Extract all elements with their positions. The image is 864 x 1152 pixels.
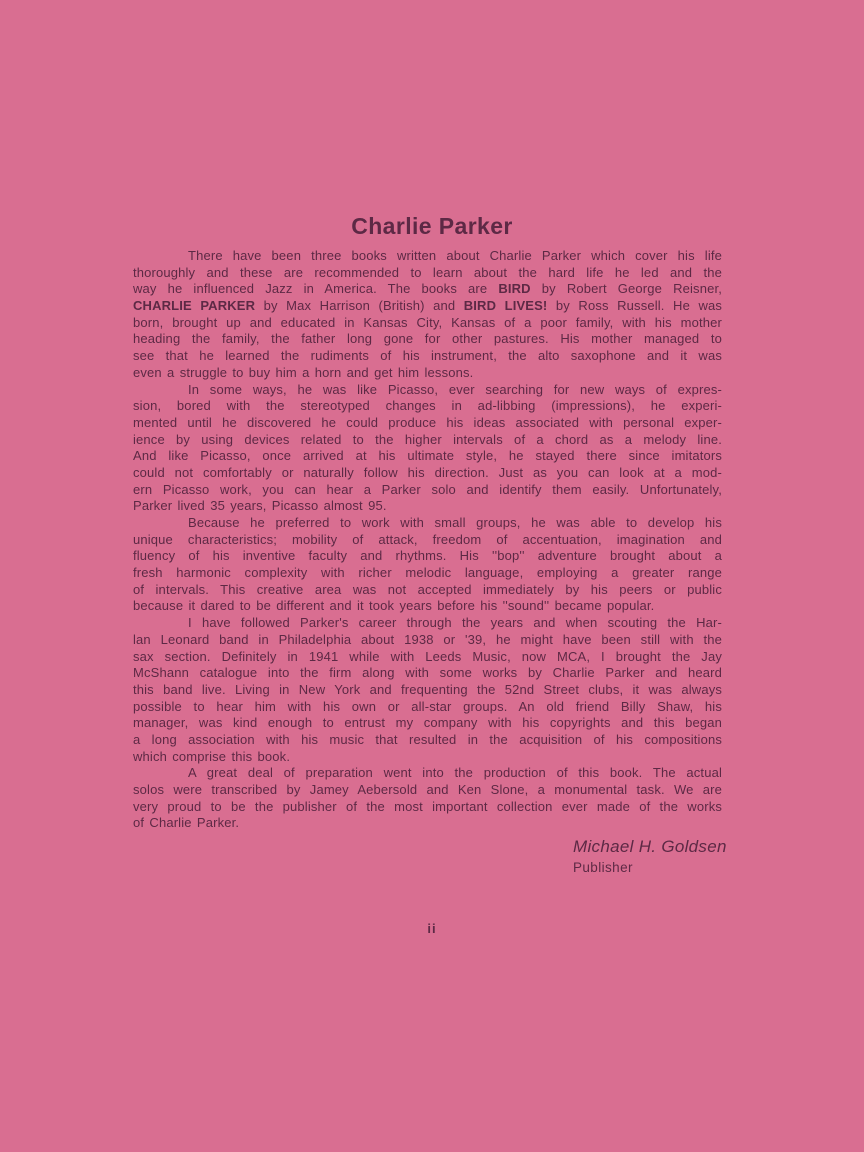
page-number: ii: [427, 921, 437, 936]
body-line: CHARLIE PARKER by Max Harrison (British) and BIRD LIVES! by Ross Russell. He was: [133, 298, 723, 314]
body-line: McShann catalogue into the firm along with some works by Charlie Parker and heard: [133, 665, 722, 681]
signature-role: Publisher: [573, 860, 633, 875]
body-line: heading the family, the father long gone for other pastures. His mother managed to: [133, 331, 722, 347]
body-line: sax section. Definitely in 1941 while with Leeds Music, now MCA, I brought the Jay: [133, 648, 722, 664]
body-line: In some ways, he was like Picasso, ever searching for new ways of expres-: [188, 381, 722, 397]
body-line: solos were transcribed by Jamey Aebersold and Ken Slone, a monumental task. We are: [133, 782, 722, 797]
body-line: mented until he discovered he could produce his ideas associated with personal exper-: [133, 414, 722, 430]
body-line: thoroughly and these are recommended to learn about the hard life he led and the: [133, 264, 722, 280]
body-line: unique characteristics; mobility of attack, freedom of accentuation, imagination and: [133, 531, 722, 547]
body-line: fresh harmonic complexity with richer melodic language, employing a greater range: [133, 565, 722, 581]
body-line: sion, bored with the stereotyped changes in ad-libbing (impressions), he experi-: [133, 398, 722, 414]
body-line: could not comfortably or naturally follow his direction. Just as you can look at a mod-: [133, 464, 722, 480]
body-line: this band live. Living in New York and frequenting the 52nd Street clubs, it was always: [133, 681, 722, 697]
body-text: [133, 248, 722, 832]
body-line: manager, was kind enough to entrust my company with his copyrights and this began: [133, 715, 722, 731]
signature-name: Michael H. Goldsen: [573, 837, 727, 856]
body-line: possible to hear him with his own or all-star groups. An old friend Billy Shaw, his: [133, 698, 722, 714]
body-line: a long association with his music that resulted in the acquisition of his compositions: [133, 731, 722, 747]
body-line: I have followed Parker's career through the years and when scouting the Har-: [188, 615, 722, 631]
body-line: A great deal of preparation went into the production of this book. The actual: [188, 765, 722, 781]
body-line: because it dared to be different and it took years before his ''sound'' became popular.: [133, 598, 655, 614]
body-line: of Charlie Parker.: [133, 815, 240, 831]
body-line: of intervals. This creative area was not accepted immediately by his peers or public: [133, 581, 722, 597]
body-line: Parker lived 35 years, Picasso almost 95.: [133, 498, 387, 514]
body-line: even a struggle to buy him a horn and get him lessons.: [133, 364, 474, 380]
body-line: ern Picasso work, you can hear a Parker solo and identify them easily. Unfortunately,: [133, 481, 722, 497]
body-line: which comprise this book.: [133, 748, 291, 764]
body-line: way he influenced Jazz in America. The books are BIRD by Robert George Reisner,: [133, 281, 722, 297]
body-line: lan Leonard band in Philadelphia about 1938 or '39, he might have been still with the: [133, 631, 722, 647]
body-line: ience by using devices related to the higher intervals of a chord as a melody line.: [133, 431, 722, 447]
body-line: And like Picasso, once arrived at his ultimate style, he stayed there since imitators: [133, 448, 722, 464]
body-line: very proud to be the publisher of the most important collection ever made of the works: [133, 798, 722, 814]
body-line: born, brought up and educated in Kansas City, Kansas of a poor family, with his mother: [133, 314, 722, 330]
body-line: There have been three books written about Charlie Parker which cover his life: [188, 248, 722, 263]
page-title: Charlie Parker: [351, 213, 513, 239]
signature-block: [573, 836, 727, 877]
body-line: fluency of his inventive faculty and rhythms. His ''bop'' adventure brought about a: [133, 548, 722, 564]
body-line: Because he preferred to work with small groups, he was able to develop his: [188, 515, 722, 530]
body-line: see that he learned the rudiments of his instrument, the alto saxophone and it was: [133, 348, 722, 364]
